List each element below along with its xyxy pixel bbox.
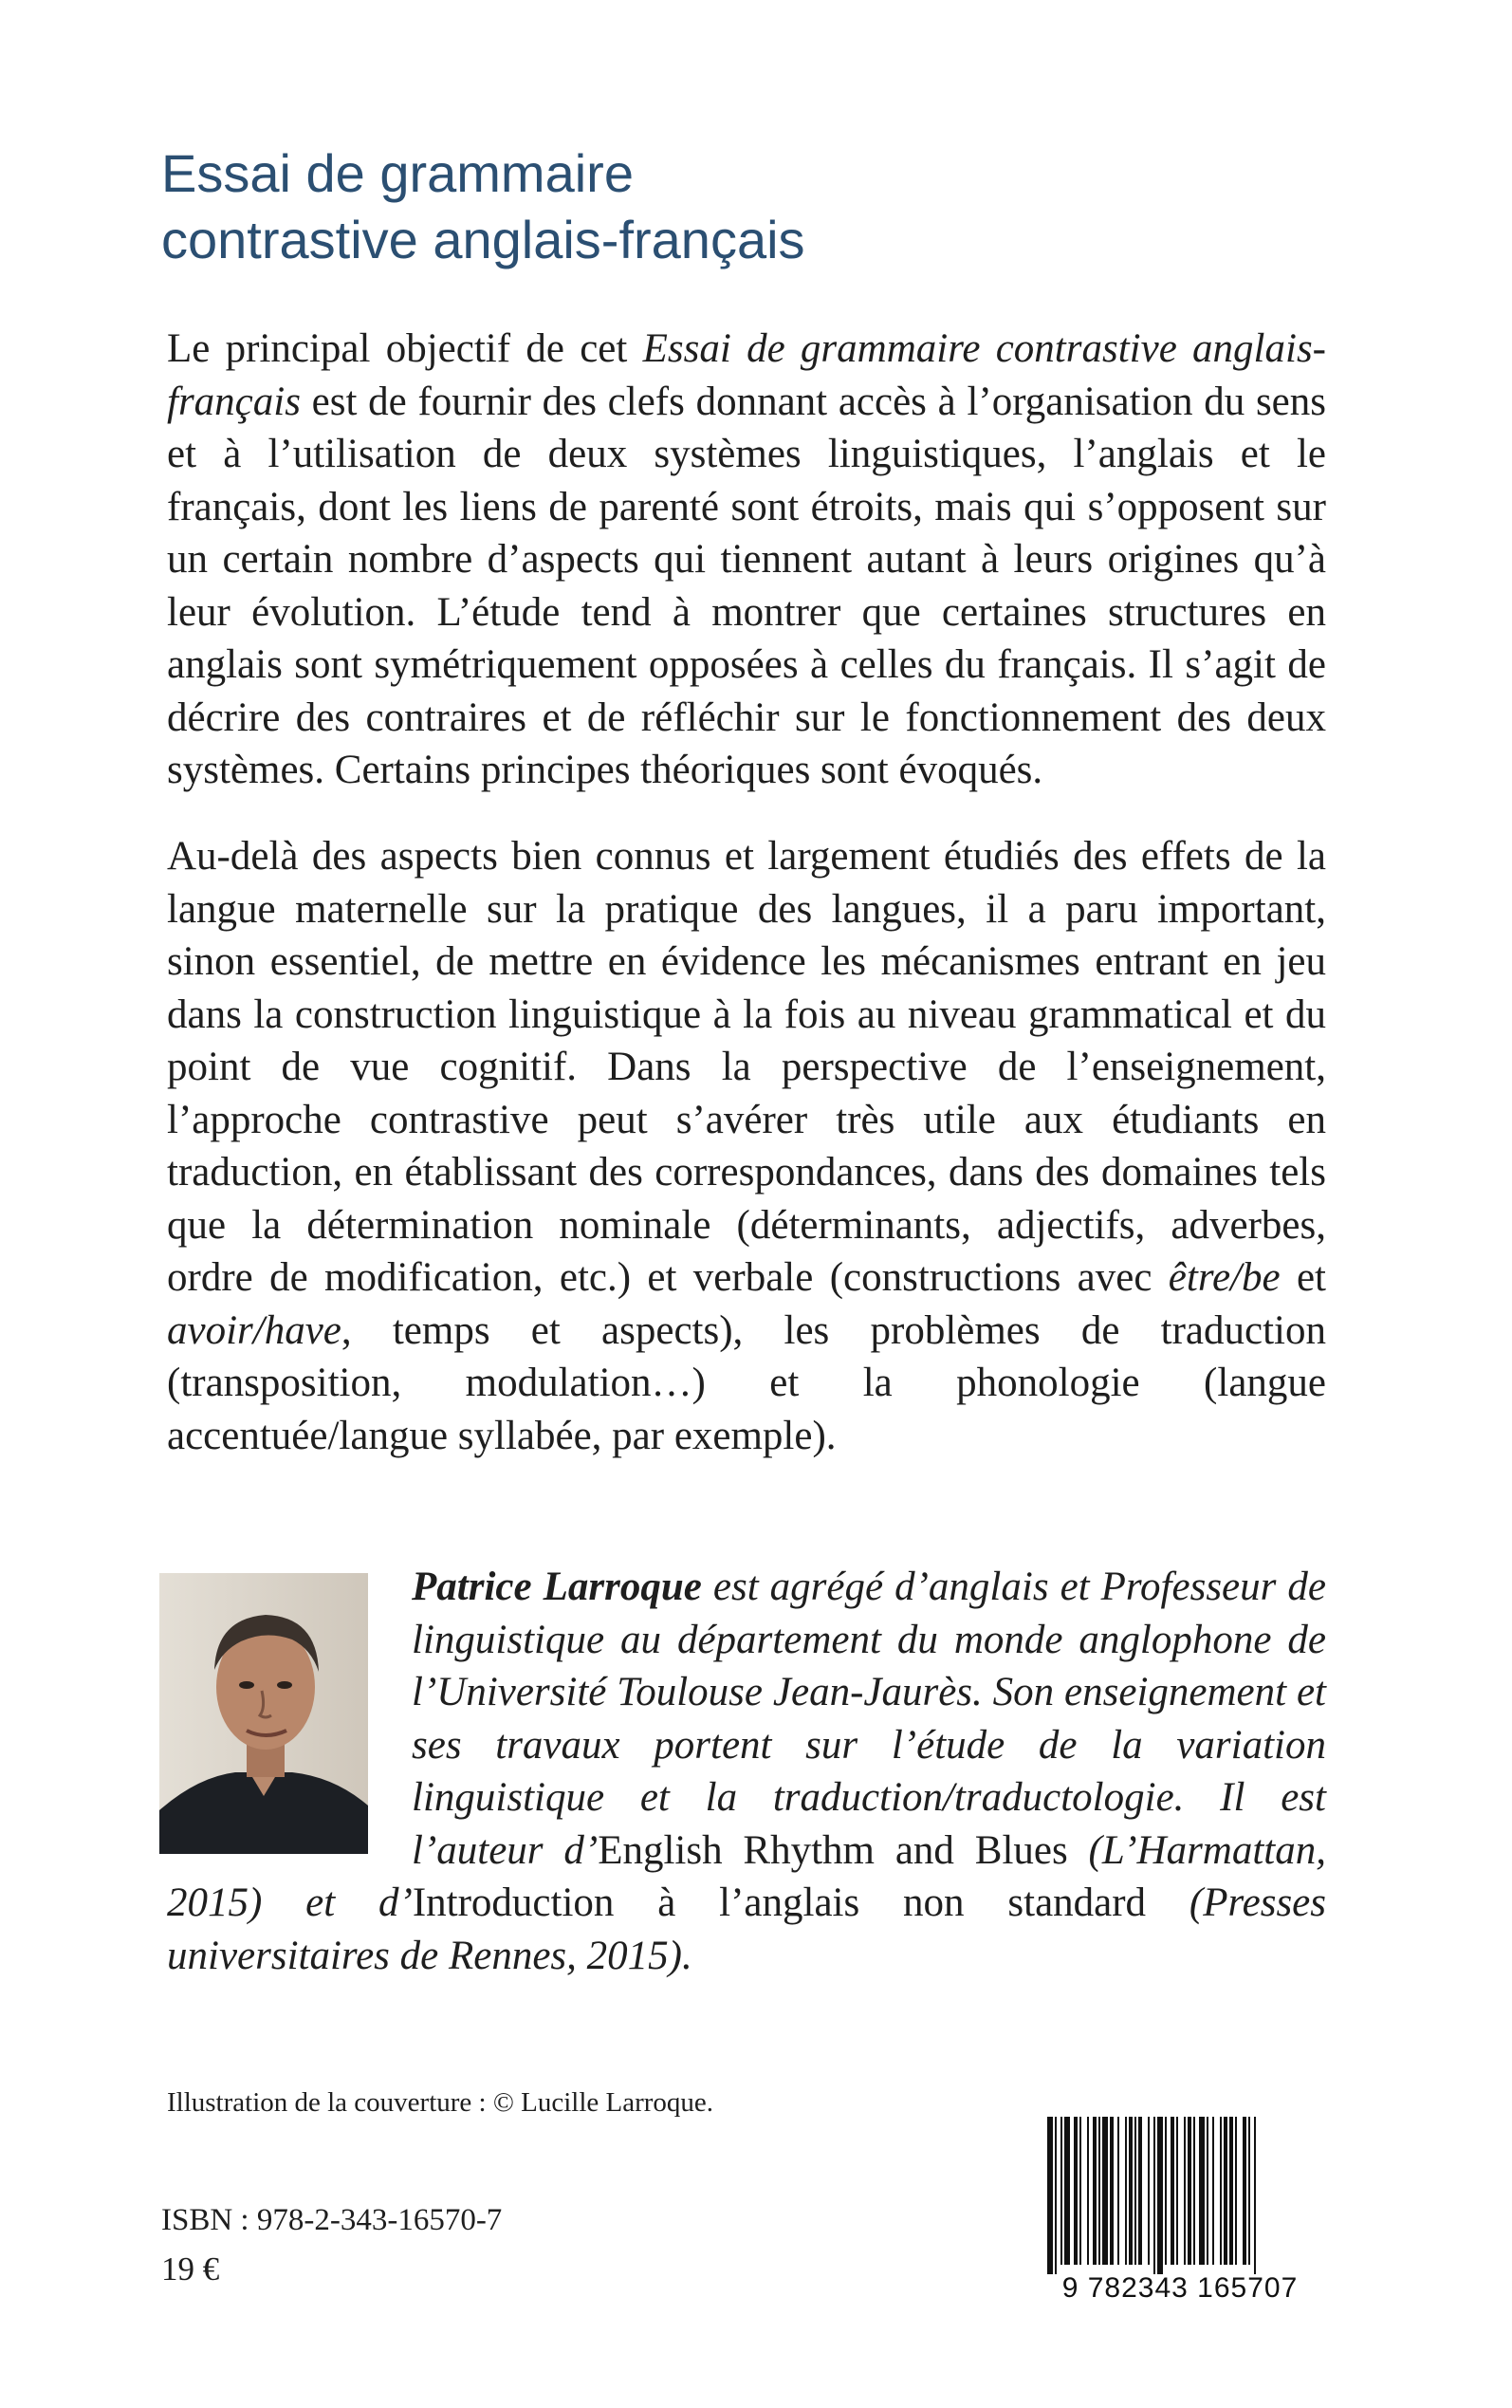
text-run: (Presses universitaires de Rennes, 2015). [167,1880,1326,1978]
barcode-bars [1047,2117,1256,2274]
barcode-bar [1224,2117,1227,2265]
book-title-inline: Essai de grammaire contrastive anglais-français [167,326,1327,424]
barcode-bar [1079,2117,1081,2265]
barcode-bar [1212,2117,1214,2265]
barcode-bar [1254,2117,1256,2274]
barcode-bar [1055,2117,1057,2274]
barcode-bar [1125,2117,1127,2265]
barcode-bar [1064,2117,1070,2265]
barcode-bar [1157,2117,1163,2274]
barcode-bar [1138,2117,1142,2265]
barcode-bar [1129,2117,1133,2265]
text-run: et [1280,1255,1326,1300]
text-run: est agrégé d’anglais et Professeur de linguistique au département du monde anglophone de l’Université Toulouse Jean-Jaurès. Son enseignement et ses travaux portent sur l’étude de la variation linguistique et la traduction/traductologie. Il est l’auteur d’ [412,1565,1326,1873]
barcode [1034,2111,1326,2303]
summary-paragraph-1 [167,323,1326,797]
title-line-2: contrastive anglais-français [161,210,805,269]
text-run: (L’Harmattan, 2015) et d’ [167,1827,1326,1925]
barcode-bar [1207,2117,1208,2265]
isbn: ISBN : 978-2-343-16570-7 [161,2203,503,2237]
barcode-bar [1188,2117,1191,2265]
barcode-bar [1117,2117,1119,2265]
book-title-inline: English Rhythm and Blues [598,1827,1068,1873]
barcode-bar [1165,2117,1167,2265]
italic-term: être/be [1168,1255,1281,1300]
barcode-bar [1134,2117,1136,2265]
price: 19 € [161,2251,220,2288]
cover-illustration-credit: Illustration de la couverture : © Lucille Larroque. [167,2087,714,2118]
barcode-bar [1074,2117,1078,2265]
text-run: Au-delà des aspects bien connus et largement étudiés des effets de la langue maternelle sur la pratique des langues, il a paru important, sinon essentiel, de mettre en évidence les mécanismes entrant en jeu dans la construction linguistique à la fois au niveau grammatical et du point de vue cognitif. Dans la perspective de l’enseignement, l’approche contrastive peut s’avérer très utile aux étudiants en traduction, en établissant des correspondances, dans des domaines tels que la détermination nominale (déterminants, adjectifs, adverbes, ordre de modification, etc.) et verbale (constructions avec [167,834,1326,1300]
author-biography [167,1561,1326,1982]
barcode-bar [1047,2117,1053,2274]
summary-paragraph-2 [167,830,1326,1462]
italic-term: avoir/have [167,1307,341,1353]
barcode-bar [1243,2117,1246,2265]
barcode-bar [1102,2117,1108,2265]
barcode-bar [1235,2117,1237,2265]
author-name: Patrice Larroque [412,1565,702,1609]
barcode-bar [1171,2117,1174,2265]
barcode-bar [1193,2117,1195,2265]
barcode-bar [1153,2117,1155,2274]
barcode-bar [1229,2117,1233,2265]
book-title [161,140,805,273]
barcode-bar [1087,2117,1089,2265]
book-title-inline: Introduction à l’anglais non standard [412,1880,1147,1925]
barcode-bar [1199,2117,1205,2265]
barcode-bar [1148,2117,1150,2265]
text-run: est de fournir des clefs donnant accès à l’organisation du sens et à l’utilisation de deux systèmes linguistiques, l’anglais et le français, dont les liens de parenté sont étroits, mais qui s’opposent sur un certain nombre d’aspects qui tiennent autant à leurs origines qu’à leur évolution. L’étude tend à montrer que certaines structures en anglais sont symétriquement opposées à celles du français. Il s’agit de décrire des contraires et de réfléchir sur le fonctionnement des deux systèmes. Certains principes théoriques sont évoqués. [167,379,1326,792]
photo-spacer [167,1561,412,1853]
barcode-bar [1060,2117,1062,2265]
text-run: Le principal objectif de cet [167,326,643,371]
barcode-bar [1098,2117,1100,2265]
barcode-bar [1110,2117,1114,2265]
barcode-bar [1220,2117,1222,2265]
barcode-digits: 9 782343 165707 [1061,2272,1299,2303]
barcode-bar [1176,2117,1178,2265]
barcode-bar [1184,2117,1186,2265]
title-line-1: Essai de grammaire [161,143,634,203]
barcode-bar [1093,2117,1097,2265]
barcode-bar [1248,2117,1250,2265]
text-run: , temps et aspects), les problèmes de traduction (transposition, modulation…) et la phonologie (langue accentuée/langue syllabée, par exemple). [167,1307,1326,1458]
